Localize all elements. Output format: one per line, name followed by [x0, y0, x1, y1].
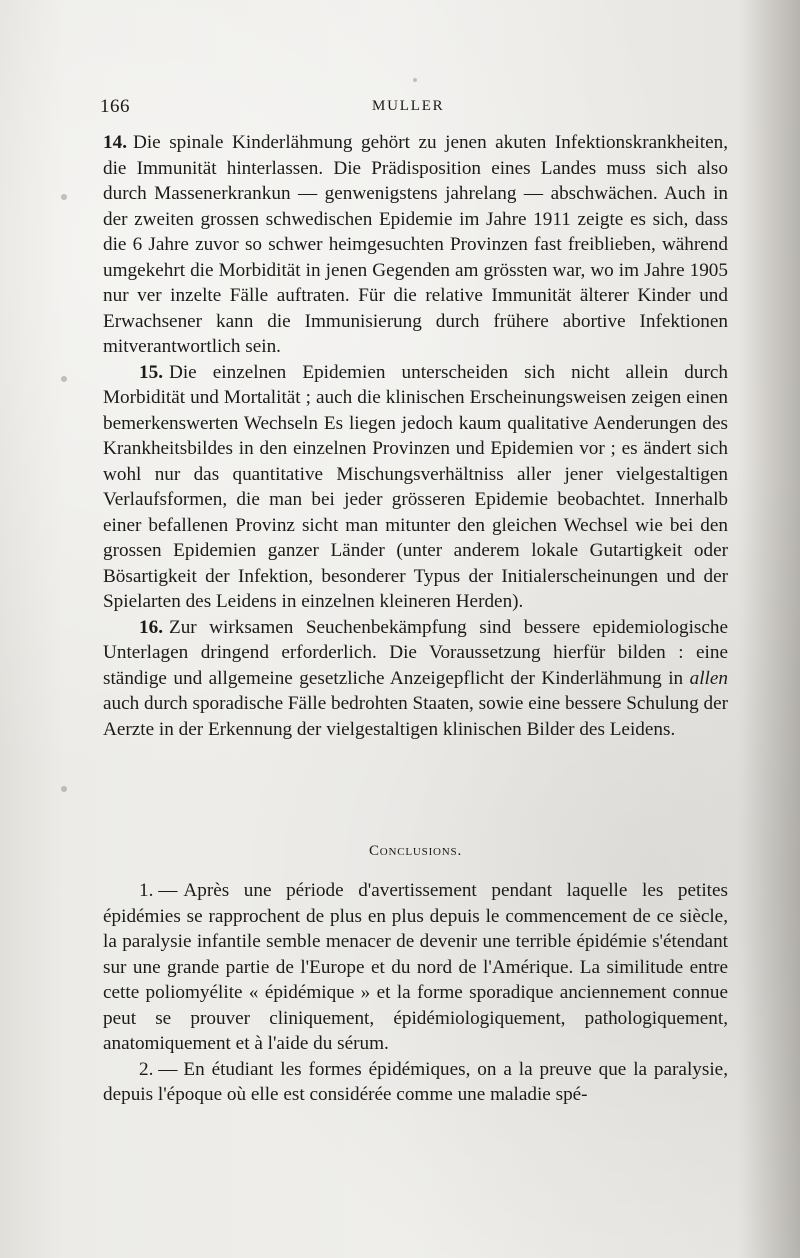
paragraph-number: 16. — [139, 616, 163, 638]
page-number: 166 — [100, 96, 130, 117]
main-text-block — [103, 130, 728, 1150]
page-edge-shadow — [742, 0, 800, 1258]
paragraph-number: 15. — [139, 361, 163, 383]
conclusions-heading-wrap — [103, 842, 728, 860]
conclusion-number: 1. — — [139, 880, 178, 901]
paragraph-15 — [103, 360, 728, 615]
paragraph-14 — [103, 130, 728, 360]
paragraph-text: Die einzelnen Epidemien unterscheiden sich nicht allein durch Morbidität und Mortalität ; auch die klinischen Erscheinungsweisen zeigen einen bemerkenswerten Wechseln Es liegen jedoch kaum qualitative Aenderungen des Krankheitsbildes in den einzelnen Provinzen und Epidemien vor ; es ändert sich wohl nur das quantitative Mischungsverhältniss aller jener vielgestaltigen Verlaufsformen, die man bei jeder grösseren Epidemie beobachtet. Innerhalb einer befallenen Provinz sicht man mitunter den gleichen Wechsel wie bei den grossen Epidemien ganzer Länder (unter anderem lokale Gutartigkeit oder Bösartigkeit der Infektion, besonderer Typus der Initialerscheinungen und der Spielarten des Leidens in einzelnen kleineren Herden). — [103, 361, 728, 612]
conclusion-item-2 — [103, 1057, 728, 1108]
running-head: MULLER — [372, 98, 445, 114]
conclusion-item-1 — [103, 878, 728, 1057]
conclusions-block — [103, 878, 728, 1108]
paragraph-16 — [103, 615, 728, 743]
conclusion-text: En étudiant les formes épidémiques, on a la preuve que la paralysie, depuis l'époque où elle est considérée comme une maladie spé- — [103, 1058, 728, 1105]
section-title: Conclusions. — [368, 843, 463, 859]
paragraph-italic-word: allen — [689, 667, 728, 689]
paper-speck — [61, 786, 67, 792]
paper-speck — [413, 78, 417, 82]
conclusion-number: 2. — — [139, 1058, 178, 1080]
paper-speck — [61, 376, 67, 382]
paragraph-text: Die spinale Kinderlähmung gehört zu jenen akuten Infektionskrankheiten, die Immunität hinterlassen. Die Prädisposition eines Landes muss sich also durch Massenerkrankun — genwenigstens jahrelang — abschwächen. Auch in der zweiten grossen schwedischen Epidemie im Jahre 1911 zeigte es sich, dass die 6 Jahre zuvor so schwer heimgesuchten Provinzen fast freiblieben, während umgekehrt die Morbidität in jenen Gegenden am grössten war, wo im Jahre 1905 nur ver inzelte Fälle auftraten. Für die relative Immunität älterer Kinder und Erwachsener kann die Immunisierung durch frühere abortive Infektionen mitverantwortlich sein. — [103, 132, 728, 357]
paper-speck — [61, 194, 67, 200]
paragraph-text-after-italic: auch durch sporadische Fälle bedrohten Staaten, sowie eine bessere Schulung der Aerzte in der Erkennung der vielgestaltigen klinischen Bilder des Leidens. — [103, 693, 728, 740]
conclusion-text: Après une période d'avertissement pendant laquelle les petites épidémies se rapprochent de plus en plus depuis le commencement de ce siècle, la paralysie infantile semble menacer de devenir une terrible épidémie s'étendant sur une grande partie de l'Europe et du nord de l'Amérique. La similitude entre cette poliomyélite « épidémique » et la forme sporadique anciennement connue peut se prouver cliniquement, épidémiologiquement, pathologiquement, anatomiquement et à l'aide du sérum. — [103, 880, 728, 1054]
paragraph-text-before-italic: Zur wirksamen Seuchenbekämpfung sind bessere epidemiologische Unterlagen dringend erforderlich. Die Voraussetzung hierfür bilden : eine ständige und allgemeine gesetzliche Anzeigepflicht der Kinderlähmung in — [103, 616, 728, 689]
page-header — [100, 96, 728, 124]
paragraph-number: 14. — [103, 132, 127, 153]
